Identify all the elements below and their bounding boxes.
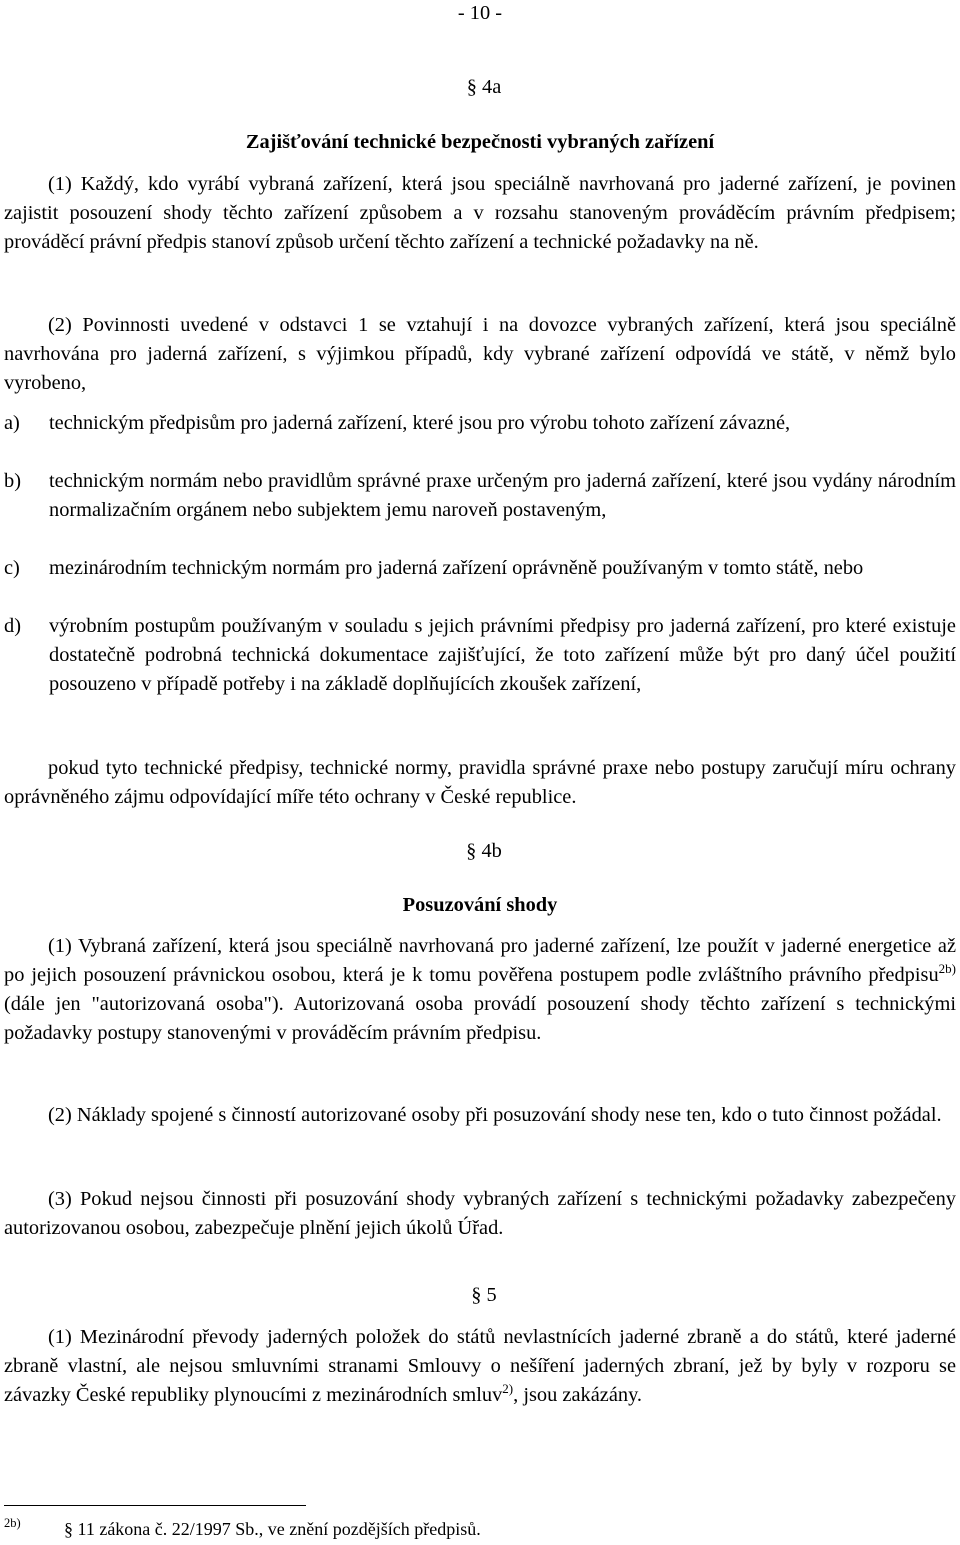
paragraph-5-1: (1) Mezinárodní převody jaderných položek do států nevlastnících jaderné zbraně a do států, které jaderné zbraně vlastní, ale nejsou smluvními stranami Smlouvy o nešíření jaderných zbraní, jež by byly v rozporu se závazky České republiky plynoucími z mezinárodních smluv$^{2)}$, jsou zakázány. xyxy=(4,1326,956,1406)
list-item-a: a) technickým předpisům pro jaderná zařízení, které jsou pro výrobu tohoto zařízení závazné, xyxy=(4,412,791,434)
footnote-mark: 2b) xyxy=(4,1516,21,1530)
footnote-divider xyxy=(4,1505,306,1506)
paragraph-4a-2: (2) Povinnosti uvedené v odstavci 1 se vztahují i na dovozce vybraných zařízení, která jsou speciálně navrhována pro jaderná zařízení, s výjimkou případů, kdy vybrané zařízení odpovídá ve státě, v němž bylo vyrobeno, xyxy=(4,314,956,394)
list-item-b: b) technickým normám nebo pravidlům správné praxe určeným pro jaderná zařízení, které jsou vydány národním normalizačním orgánem nebo subjektem jemu naroveň postaveným, xyxy=(4,470,956,521)
footnote-ref-2b: 2b) xyxy=(938,961,956,976)
section-heading-4a: § 4a xyxy=(466,76,502,98)
list-item-c: c) mezinárodním technickým normám pro jaderná zařízení oprávněně používaným v tomto státě, nebo xyxy=(4,557,864,579)
section-heading-4b: § 4b xyxy=(466,840,502,862)
list-item-d: d) výrobním postupům používaným v souladu s jejich právními předpisy pro jaderná zařízení, pro které existuje dostatečně podrobná technická dokumentace zajišťující, že toto zařízení může být pro daný účel použití posouzeno v případě potřeby i na základě doplňujících zkoušek zařízení, xyxy=(4,615,956,695)
footnote xyxy=(4,1517,956,1541)
section-title-4b: Posuzování shody xyxy=(402,894,558,916)
paragraph-4b-2: (2) Náklady spojené s činností autorizované osoby při posuzování shody nese ten, kdo o tuto činnost požádal. xyxy=(48,1104,942,1126)
section-title-4a: Zajišťování technické bezpečnosti vybraných zařízení xyxy=(245,131,715,153)
footnote-text: § 11 zákona č. 22/1997 Sb., ve znění pozdějších předpisů. xyxy=(64,1519,481,1539)
section-heading-5: § 5 xyxy=(471,1284,497,1306)
paragraph-4b-1: (1) Vybraná zařízení, která jsou speciálně navrhovaná pro jaderné zařízení, lze použít v jaderné energetice až po jejich posouzení právnickou osobou, která je k tomu pověřena postupem podle zvláštního právního předpisu$^{2b)}$ (dále jen "autorizovaná osoba"). Autorizovaná osoba provádí posouzení shody těchto zařízení s technickými požadavky postupy stanovenými v prováděcím právním předpisu. xyxy=(4,935,956,1044)
paragraph-4a-closing: pokud tyto technické předpisy, technické normy, pravidla správné praxe nebo postupy zaručují míru ochrany oprávněného zájmu odpovídající míře této ochrany v České republice. xyxy=(4,757,956,808)
paragraph-4b-3: (3) Pokud nejsou činnosti při posuzování shody vybraných zařízení s technickými požadavky zabezpečeny autorizovanou osobou, zabezpečuje plnění jejich úkolů Úřad. xyxy=(4,1188,956,1239)
page-number: - 10 - xyxy=(457,2,503,24)
paragraph-4a-1: (1) Každý, kdo vyrábí vybraná zařízení, která jsou speciálně navrhovaná pro jaderné zařízení, je povinen zajistit posouzení shody těchto zařízení způsobem a v rozsahu stanoveným prováděcím právním předpisem; prováděcí právní předpis stanoví způsob určení těchto zařízení a technické požadavky na ně. xyxy=(4,173,956,253)
footnote-ref-2: 2) xyxy=(502,1381,514,1396)
